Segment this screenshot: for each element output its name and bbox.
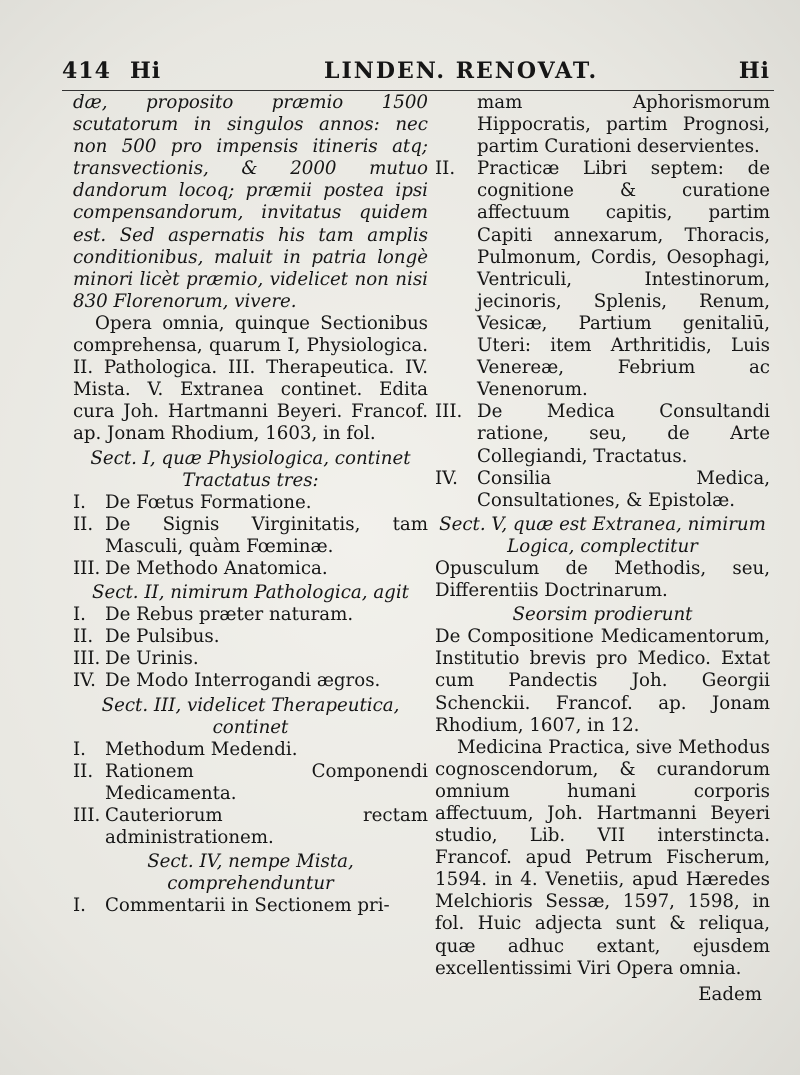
list-item: I. Methodum Medendi.: [73, 738, 298, 760]
list-item: III. Cauteriorum rectam administrationem.: [73, 805, 428, 849]
running-header: [62, 58, 772, 90]
right-column: [435, 92, 770, 1024]
composition-paragraph: De Compositione Medicamentorum, Institutio brevis pro Medico. Extat cum Pandectis Joh. Georgii Schenckii. Francof. ap. Jonam Rhodium, 1607, in 12.: [435, 626, 770, 736]
section-4-heading: Sect. IV, nempe Mista, comprehenduntur: [147, 851, 354, 895]
section-5-heading: Sect. V, quæ est Extranea, nimirum Logica, complectitur: [439, 513, 766, 557]
list-item: II. Rationem Componendi Medicamenta.: [73, 760, 428, 804]
list-item: III. De Urinis.: [73, 648, 199, 670]
list-item: I. De Fœtus Formatione.: [73, 491, 312, 513]
list-item: I. De Rebus præter naturam.: [73, 604, 354, 626]
seorsim-heading: Seorsim prodierunt: [512, 604, 693, 626]
catchword: Eadem: [698, 983, 762, 1005]
continuation-text: mam Aphorismorum Hippocratis, partim Prognosi, partim Curationi deservientes.: [477, 92, 770, 158]
list-item: II. De Pulsibus.: [73, 626, 220, 648]
list-item: IV. De Modo Interrogandi ægros.: [73, 670, 381, 692]
section-5-text: Opusculum de Methodis, seu, Differentiis Doctrinarum.: [435, 557, 770, 602]
list-item: I. Commentarii in Sectionem pri-: [73, 895, 390, 917]
section-3-heading: Sect. III, videlicet Therapeutica, continet: [101, 694, 400, 738]
practica-paragraph: Medicina Practica, sive Methodus cognoscendorum, & curandorum omnium humani corporis affectuum, Joh. Hartmanni Beyeri studio, Lib. VII interstincta. Francof. apud Petrum Fischerum, 1594. in 4. Venetiis, apud Hæredes Melchioris Sessæ, 1597, 1598, in fol. Huic adjecta sunt & reliqua, quæ adhuc extant, ejusdem excellentissimi Viri Opera omnia.: [435, 736, 770, 979]
left-column: [73, 92, 428, 917]
section-2-heading: Sect. II, nimirum Pathologica, agit: [92, 582, 409, 604]
list-item: II. Practicæ Libri septem: de cognitione & curatione affectuum capitis, partim Capiti annexarum, Thoracis, Pulmonum, Cordis, Oesophagi, Ventriculi, Intestinorum, jecinoris, Splenis, Renum, Vesicæ, Partium genitaliū, Uteri: item Arthritidis, Luis Venereæ, Febrium ac Venenorum.: [435, 158, 770, 401]
list-item: III. De Methodo Anatomica.: [73, 557, 328, 579]
header-left-mark: Hi: [130, 58, 162, 84]
opera-paragraph: Opera omnia, quinque Sectionibus comprehensa, quarum I, Physiologica. II. Pathologica. III. Therapeutica. IV. Mista. V. Extranea continet. Edita cura Joh. Hartmanni Beyeri. Francof. ap. Jonam Rhodium, 1603, in fol.: [73, 312, 428, 445]
running-title: LINDEN. RENOVAT.: [324, 58, 599, 84]
list-item: III. De Medica Consultandi ratione, seu, de Arte Collegiandi, Tractatus.: [435, 401, 770, 467]
list-item: IV. Consilia Medica, Consultationes, & Epistolæ.: [435, 467, 770, 511]
page-number: 414: [62, 58, 111, 84]
list-item: II. De Signis Virginitatis, tam Masculi, quàm Fœminæ.: [73, 513, 428, 557]
header-rule: [62, 90, 774, 91]
section-1-heading: Sect. I, quæ Physiologica, continet Tractatus tres:: [90, 447, 411, 491]
header-right-mark: Hi: [738, 58, 770, 84]
intro-paragraph: dæ, proposito præmio 1500 scutatorum in singulos annos: nec non 500 pro impensis itineris atq; transvectionis, & 2000 mutuo dandorum locoq; præmii postea ipsi compensandorum, invitatus quidem est. Sed aspernatis his tam amplis conditionibus, maluit in patria longè minori licèt præmio, videlicet non nisi 830 Florenorum, vivere.: [73, 92, 428, 312]
